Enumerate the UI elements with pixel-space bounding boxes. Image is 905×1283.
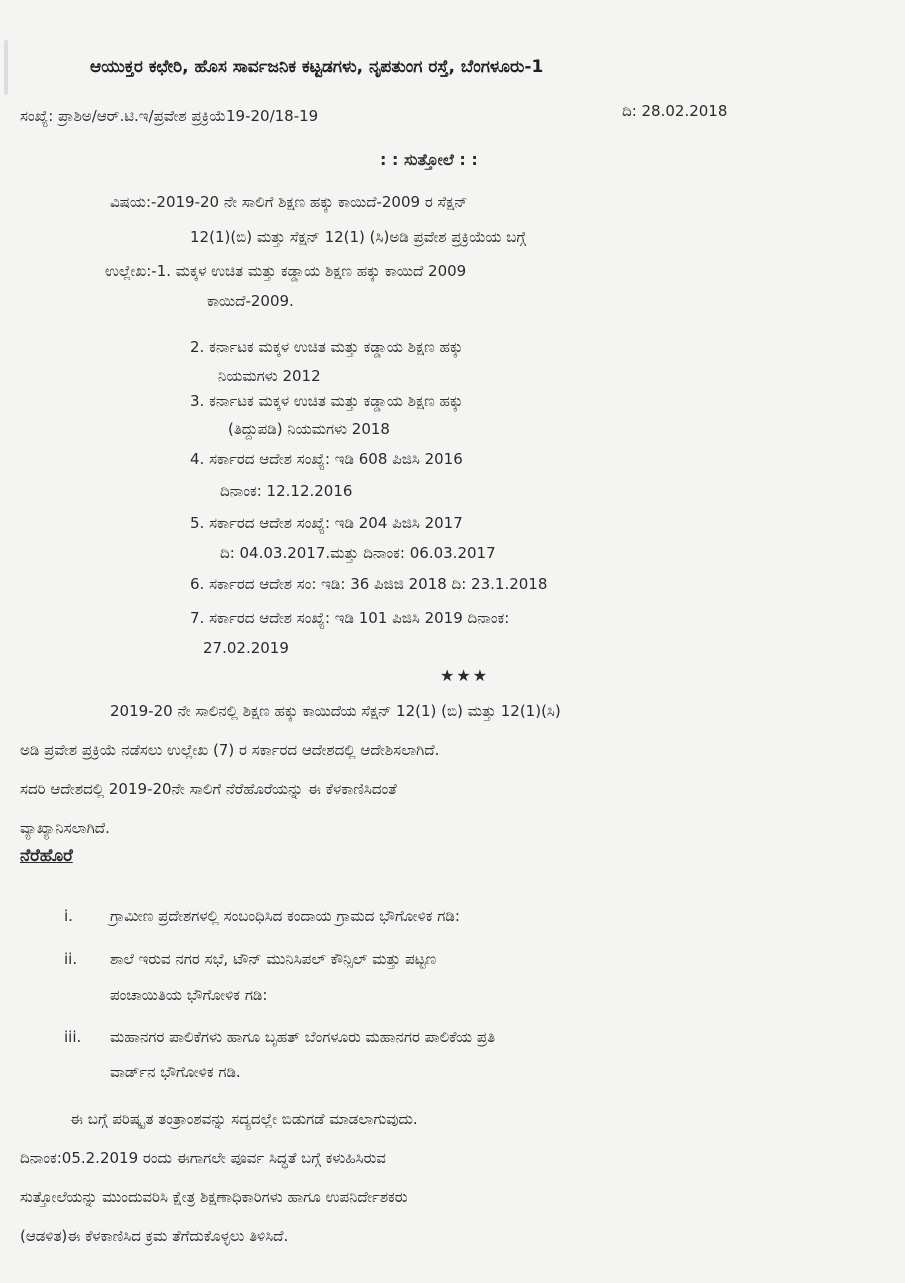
subject-line-2: 12(1)(ಬಿ) ಮತ್ತು ಸೆಕ್ಷನ್ 12(1) (ಸಿ)ಅಡಿ ಪ್ರವೇಶ ಪ್ರಕ್ರಿಯೆಯ ಬಗ್ಗೆ bbox=[190, 228, 526, 246]
list-number: iii. bbox=[64, 1028, 82, 1046]
body-line-4: ವ್ಯಾಖ್ಯಾನಿಸಲಾಗಿದೆ. bbox=[20, 819, 110, 837]
reference-number: ಸಂಖ್ಯೆ: ಪ್ರಾಶಿಅ/ಆರ್.ಟಿ.ಇ/ಪ್ರವೇಶ ಪ್ರಕ್ರಿಯೆ19-20/18-19 bbox=[20, 107, 319, 125]
body-line-2: ಅಡಿ ಪ್ರವೇಶ ಪ್ರಕ್ರಿಯೆ ನಡೆಸಲು ಉಲ್ಲೇಖ (7) ರ ಸರ್ಕಾರದ ಆದೇಶದಲ್ಲಿ ಆದೇಶಿಸಲಾಗಿದೆ. bbox=[20, 741, 440, 759]
reference-item-4: 4. ಸರ್ಕಾರದ ಆದೇಶ ಸಂಖ್ಯೆ: ಇಡಿ 608 ಪಿಜಿಸಿ 2016 bbox=[190, 450, 463, 468]
list-number: i. bbox=[64, 907, 73, 925]
closing-line-1: ಈ ಬಗ್ಗೆ ಪರಿಷ್ಕೃತ ತಂತ್ರಾಂಶವನ್ನು ಸದ್ಯದಲ್ಲೇ ಬಿಡುಗಡೆ ಮಾಡಲಾಗುವುದು. bbox=[70, 1110, 418, 1128]
reference-item-7: 7. ಸರ್ಕಾರದ ಆದೇಶ ಸಂಖ್ಯೆ: ಇಡಿ 101 ಪಿಜಿಸಿ 2019 ದಿನಾಂಕ: bbox=[190, 609, 510, 627]
list-item-town: ಶಾಲೆ ಇರುವ ನಗರ ಸಭೆ, ಟೌನ್ ಮುನಿಸಿಪಲ್ ಕೌನ್ಸಿಲ್ ಮತ್ತು ಪಟ್ಟಣ bbox=[110, 950, 437, 968]
list-item-corporation-cont: ವಾರ್ಡ್‌ನ ಭೌಗೋಳಿಕ ಗಡಿ. bbox=[110, 1063, 241, 1081]
section-separator: ★★★ bbox=[440, 666, 490, 685]
reference-item-7-cont: 27.02.2019 bbox=[203, 639, 289, 657]
reference-item-3-cont: (ತಿದ್ದುಪಡಿ) ನಿಯಮಗಳು 2018 bbox=[228, 420, 390, 438]
reference-item-5: 5. ಸರ್ಕಾರದ ಆದೇಶ ಸಂಖ್ಯೆ: ಇಡಿ 204 ಪಿಜಿಸಿ 2017 bbox=[190, 514, 463, 532]
subject-line-1: ವಿಷಯ:-2019-20 ನೇ ಸಾಲಿಗೆ ಶಿಕ್ಷಣ ಹಕ್ಕು ಕಾಯಿದೆ-2009 ರ ಸೆಕ್ಷನ್ bbox=[110, 193, 468, 211]
reference-item-3: 3. ಕರ್ನಾಟಕ ಮಕ್ಕಳ ಉಚಿತ ಮತ್ತು ಕಡ್ಡಾಯ ಶಿಕ್ಷಣ ಹಕ್ಕು bbox=[190, 392, 463, 410]
closing-line-4: (ಆಡಳಿತ)ಈ ಕೆಳಕಾಣಿಸಿದ ಕ್ರಮ ತೆಗೆದುಕೊಳ್ಳಲು ತಿಳಿಸಿದೆ. bbox=[20, 1227, 289, 1245]
reference-item-2: 2. ಕರ್ನಾಟಕ ಮಕ್ಕಳ ಉಚಿತ ಮತ್ತು ಕಡ್ಡಾಯ ಶಿಕ್ಷಣ ಹಕ್ಕು bbox=[190, 338, 463, 356]
reference-item-1: ಉಲ್ಲೇಖ:-1. ಮಕ್ಕಳ ಉಚಿತ ಮತ್ತು ಕಡ್ಡಾಯ ಶಿಕ್ಷಣ ಹಕ್ಕು ಕಾಯಿದೆ 2009 bbox=[105, 262, 467, 280]
body-line-1: 2019-20 ನೇ ಸಾಲಿನಲ್ಲಿ ಶಿಕ್ಷಣ ಹಕ್ಕು ಕಾಯಿದೆಯ ಸೆಕ್ಷನ್ 12(1) (ಬಿ) ಮತ್ತು 12(1)(ಸಿ) bbox=[110, 702, 561, 720]
reference-item-4-cont: ದಿನಾಂಕ: 12.12.2016 bbox=[220, 482, 353, 500]
circular-title: : : ಸುತ್ತೋಲೆ : : bbox=[380, 150, 478, 169]
list-item-rural: ಗ್ರಾಮೀಣ ಪ್ರದೇಶಗಳಲ್ಲಿ ಸಂಬಂಧಿಸಿದ ಕಂದಾಯ ಗ್ರಾಮದ ಭೌಗೋಳಿಕ ಗಡಿ: bbox=[110, 907, 460, 925]
reference-item-1-cont: ಕಾಯಿದೆ-2009. bbox=[207, 292, 294, 310]
reference-item-2-cont: ನಿಯಮಗಳು 2012 bbox=[218, 367, 321, 385]
list-number: ii. bbox=[64, 950, 78, 968]
reference-item-5-cont: ದಿ: 04.03.2017.ಮತ್ತು ದಿನಾಂಕ: 06.03.2017 bbox=[220, 544, 496, 562]
closing-line-3: ಸುತ್ತೋಲೆಯನ್ನು ಮುಂದುವರಿಸಿ ಕ್ಷೇತ್ರ ಶಿಕ್ಷಣಾಧಿಕಾರಿಗಳು ಹಾಗೂ ಉಪನಿರ್ದೇಶಕರು bbox=[20, 1188, 408, 1206]
office-address: ಆಯುಕ್ತರ ಕಛೇರಿ, ಹೊಸ ಸಾರ್ವಜನಿಕ ಕಟ್ಟಡಗಳು, ನೃಪತುಂಗ ರಸ್ತೆ, ಬೆಂಗಳೂರು-1 bbox=[90, 57, 544, 77]
reference-item-6: 6. ಸರ್ಕಾರದ ಆದೇಶ ಸಂ: ಇಡಿ: 36 ಪಿಜಿಜಿ 2018 ದಿ: 23.1.2018 bbox=[190, 575, 548, 593]
body-line-3: ಸದರಿ ಆದೇಶದಲ್ಲಿ 2019-20ನೇ ಸಾಲಿಗೆ ನೆರೆಹೊರೆಯನ್ನು ಈ ಕೆಳಕಾಣಿಸಿದಂತೆ bbox=[20, 780, 397, 798]
closing-line-2: ದಿನಾಂಕ:05.2.2019 ರಂದು ಈಗಾಗಲೇ ಪೂರ್ವ ಸಿದ್ಧತೆ ಬಗ್ಗೆ ಕಳುಹಿಸಿರುವ bbox=[20, 1149, 386, 1167]
document-date: ದಿ: 28.02.2018 bbox=[622, 102, 728, 120]
list-item-town-cont: ಪಂಚಾಯಿತಿಯ ಭೌಗೋಳಿಕ ಗಡಿ: bbox=[110, 986, 268, 1004]
list-item-corporation: ಮಹಾನಗರ ಪಾಲಿಕೆಗಳು ಹಾಗೂ ಬೃಹತ್ ಬೆಂಗಳೂರು ಮಹಾನಗರ ಪಾಲಿಕೆಯ ಪ್ರತಿ bbox=[110, 1028, 496, 1046]
scan-margin-mark bbox=[4, 40, 8, 95]
neighbourhood-heading: ನೆರೆಹೊರೆ bbox=[20, 846, 73, 866]
